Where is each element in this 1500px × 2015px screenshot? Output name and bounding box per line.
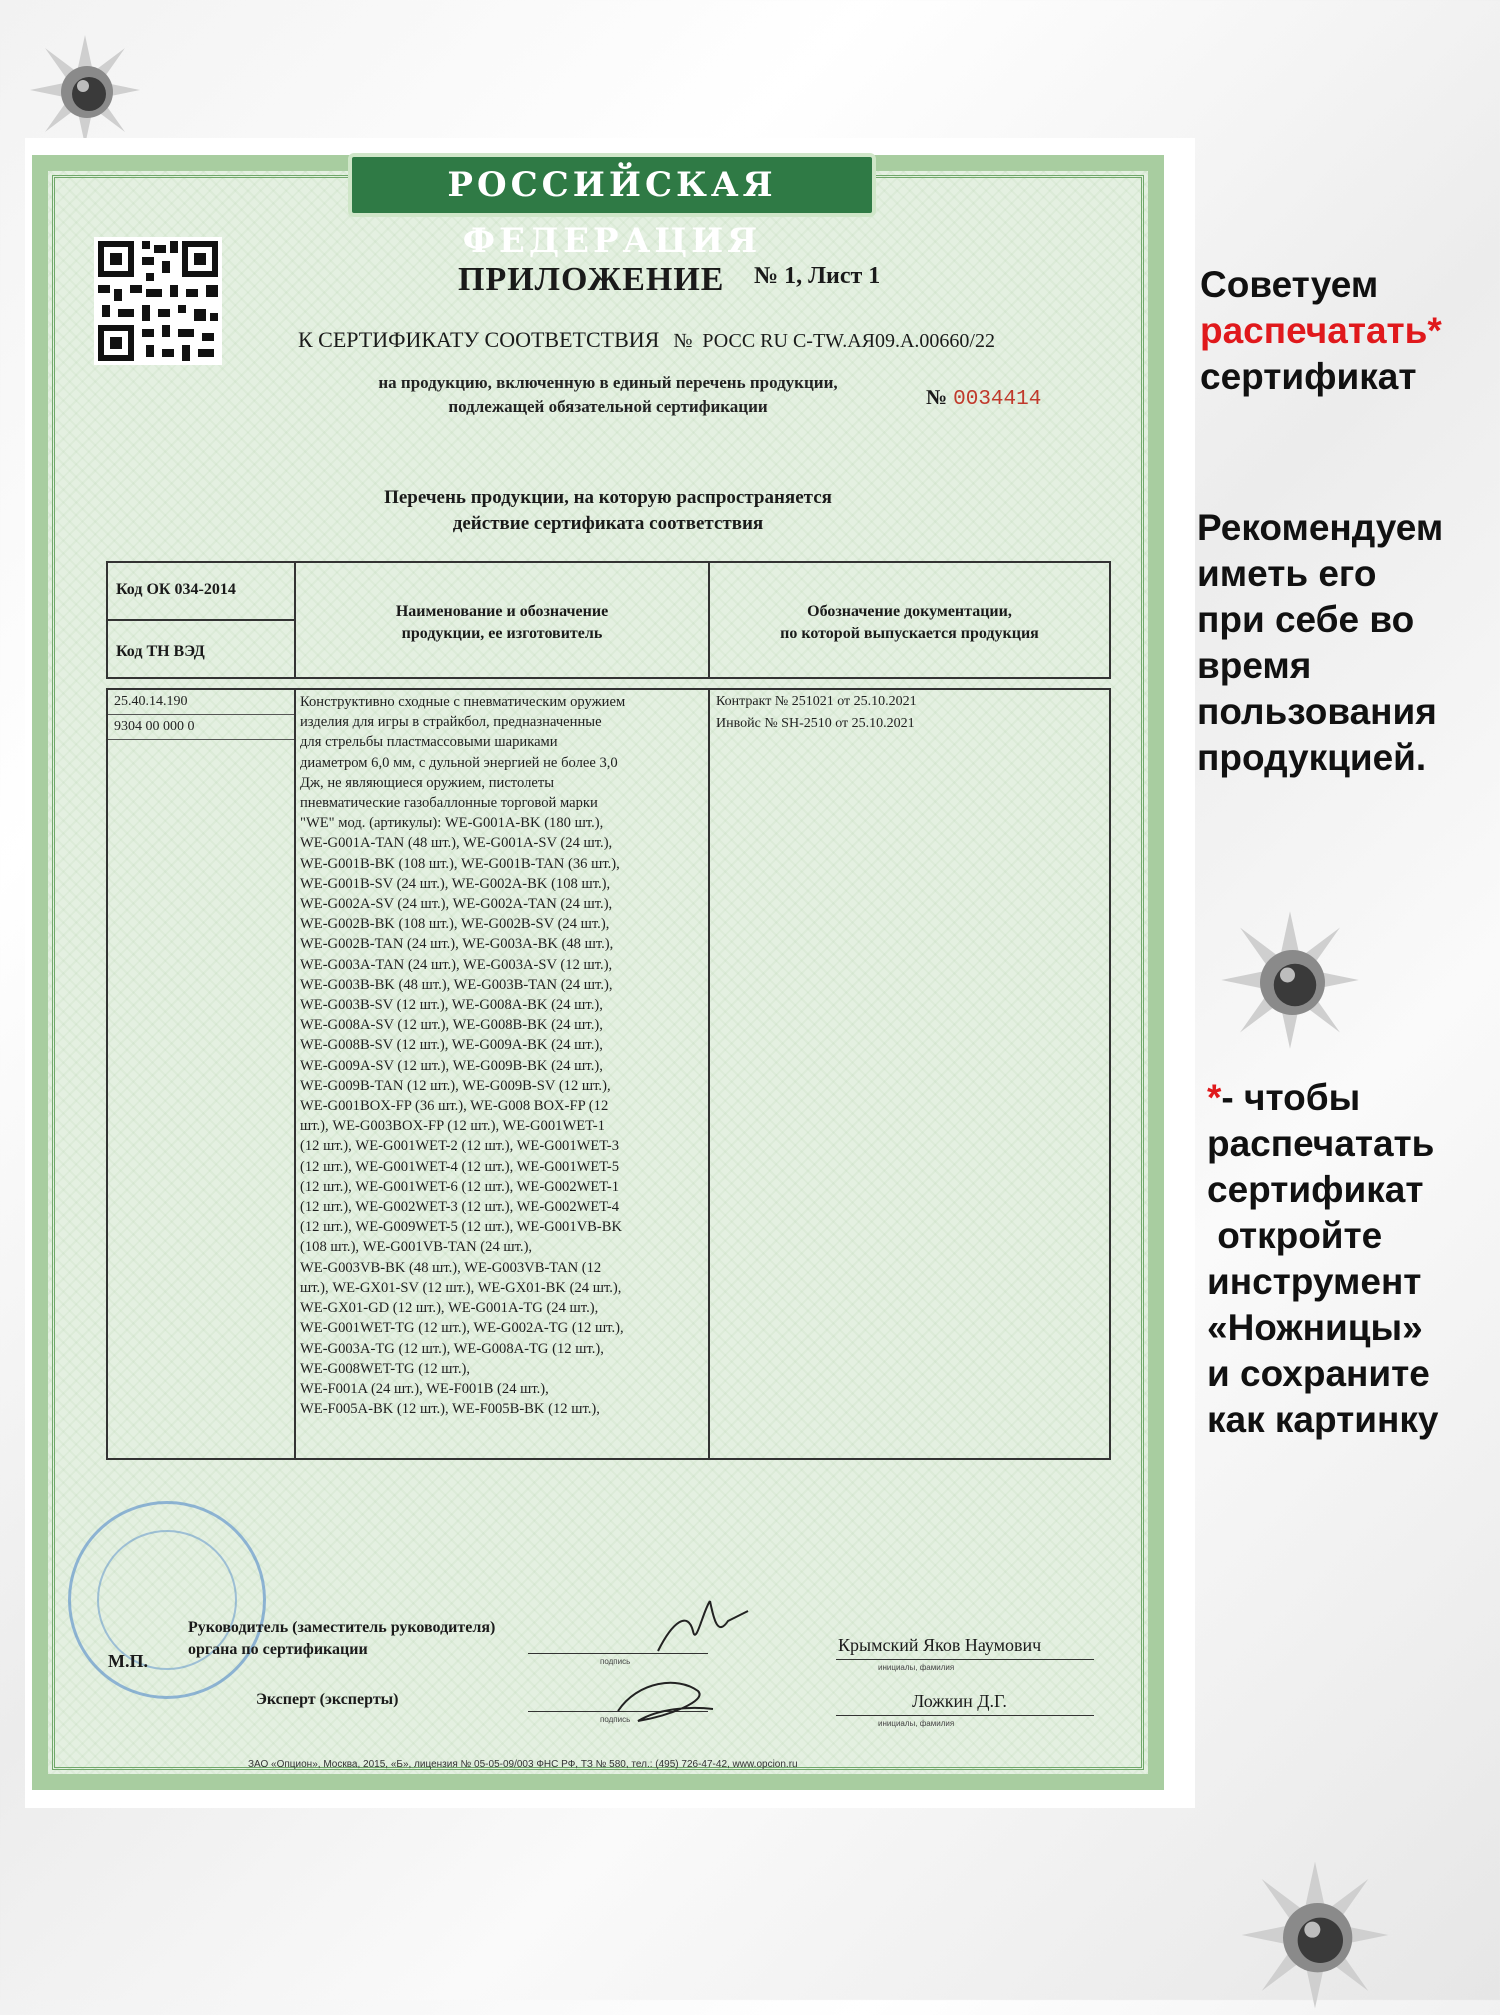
product-line: (108 шт.), WE-G001VB-TAN (24 шт.), bbox=[300, 1239, 533, 1256]
name-line bbox=[836, 1659, 1094, 1660]
product-line: WE-GX01-GD (12 шт.), WE-G001A-TG (24 шт.), bbox=[300, 1300, 599, 1317]
printer-footer: ЗАО «Опцион», Москва, 2015, «Б», лицензия № 05-05-09/003 ФНС РФ, ТЗ № 580, тел.: (495) 726-47-42, www.opcion.ru bbox=[248, 1759, 798, 1770]
seal-stamp-icon bbox=[68, 1501, 266, 1699]
recommend-line: продукцией. bbox=[1197, 737, 1427, 778]
recommend-line: время bbox=[1197, 645, 1312, 686]
note-line: и сохраните bbox=[1207, 1353, 1430, 1394]
certificate-reference bbox=[298, 327, 995, 353]
list-title bbox=[308, 485, 908, 537]
head-signature-icon bbox=[648, 1591, 758, 1661]
header-divider bbox=[108, 619, 294, 621]
product-cell bbox=[296, 690, 710, 1458]
product-description bbox=[296, 690, 708, 1419]
subtitle-line: подлежащей обязательной сертификации bbox=[448, 397, 768, 416]
product-line: WE-G001B-SV (24 шт.), WE-G002A-BK (108 шт.), bbox=[300, 875, 611, 892]
name-caption: инициалы, фамилия bbox=[878, 1663, 955, 1672]
advise-line: Советуем bbox=[1200, 264, 1379, 305]
advise-line-highlight: распечатать* bbox=[1200, 310, 1442, 351]
product-line: (12 шт.), WE-G002WET-3 (12 шт.), WE-G002WET-4 bbox=[300, 1199, 620, 1216]
product-line: шт.), WE-G003BOX-FP (12 шт.), WE-G001WET-1 bbox=[300, 1118, 605, 1135]
head-label-line: Руководитель (заместитель руководителя) bbox=[188, 1619, 496, 1636]
product-line: WE-G008B-SV (12 шт.), WE-G009A-BK (24 шт.), bbox=[300, 1037, 603, 1054]
note-first-line bbox=[1207, 1075, 1438, 1121]
product-line: WE-G009B-TAN (12 шт.), WE-G009B-SV (12 шт.), bbox=[300, 1077, 611, 1094]
doc-contract: Контракт № 251021 от 25.10.2021 bbox=[716, 694, 917, 709]
serial-number bbox=[926, 385, 1041, 411]
product-line: WE-G003B-SV (12 шт.), WE-G008A-BK (24 шт.), bbox=[300, 997, 603, 1014]
product-line: WE-G009A-SV (12 шт.), WE-G009B-BK (24 шт.), bbox=[300, 1057, 603, 1074]
number-sign: № bbox=[673, 330, 693, 352]
doc-cell bbox=[710, 690, 1109, 1458]
header-name-cell bbox=[296, 563, 710, 677]
advise-line: сертификат bbox=[1200, 356, 1417, 397]
certificate-subtitle bbox=[288, 371, 928, 419]
header-doc-line: по которой выпускается продукция bbox=[780, 625, 1039, 642]
header-doc-cell bbox=[710, 563, 1109, 677]
code-cell bbox=[108, 690, 296, 1458]
product-line: "WE" мод. (артикулы): WE-G001A-BK (180 шт.), bbox=[300, 815, 604, 832]
table-header bbox=[106, 561, 1111, 679]
list-title-line: действие сертификата соответствия bbox=[452, 513, 764, 534]
header-name-line: Наименование и обозначение bbox=[395, 603, 609, 620]
header-name bbox=[296, 601, 708, 645]
serial-label: № bbox=[926, 385, 948, 409]
certificate-code: РОСС RU С-TW.АЯ09.А.00660/22 bbox=[702, 330, 995, 352]
product-line: (12 шт.), WE-G009WET-5 (12 шт.), WE-G001VB-BK bbox=[300, 1219, 623, 1236]
recommend-line: иметь его bbox=[1197, 553, 1377, 594]
head-name: Крымский Яков Наумович bbox=[838, 1635, 1042, 1655]
product-line: WE-G002B-TAN (24 шт.), WE-G003A-BK (48 шт.), bbox=[300, 936, 614, 953]
note-star: * bbox=[1207, 1077, 1222, 1118]
expert-name: Ложкин Д.Г. bbox=[912, 1691, 1007, 1711]
note-line: распечатать bbox=[1207, 1123, 1435, 1164]
recommend-line: пользования bbox=[1197, 691, 1437, 732]
note-line: как картинку bbox=[1207, 1399, 1439, 1440]
expert-label: Эксперт (эксперты) bbox=[256, 1691, 399, 1708]
product-line: WE-G002B-BK (108 шт.), WE-G002B-SV (24 шт.), bbox=[300, 916, 610, 933]
recommend-block bbox=[1197, 505, 1443, 781]
qr-code-icon bbox=[94, 237, 222, 365]
product-line: шт.), WE-GX01-SV (12 шт.), WE-GX01-BK (24 шт.), bbox=[300, 1279, 622, 1296]
note-line: «Ножницы» bbox=[1207, 1307, 1423, 1348]
signature-caption: подпись bbox=[600, 1715, 631, 1724]
name-caption: инициалы, фамилия bbox=[878, 1719, 955, 1728]
product-line: WE-G001WET-TG (12 шт.), WE-G002A-TG (12 шт.), bbox=[300, 1320, 624, 1337]
bullet-hole-icon bbox=[25, 30, 145, 150]
code-tn-value: 9304 00 000 0 bbox=[108, 715, 294, 740]
product-line: WE-G003A-TG (12 шт.), WE-G008A-TG (12 шт.), bbox=[300, 1340, 604, 1357]
certificate-banner: РОССИЙСКАЯ ФЕДЕРАЦИЯ bbox=[348, 153, 876, 217]
note-block bbox=[1207, 1075, 1438, 1443]
recommend-line: при себе во bbox=[1197, 599, 1415, 640]
product-line: WE-G008WET-TG (12 шт.), bbox=[300, 1360, 470, 1377]
certificate-document bbox=[32, 155, 1164, 1790]
header-doc bbox=[710, 601, 1109, 645]
head-label-line: органа по сертификации bbox=[188, 1641, 368, 1658]
product-line: (12 шт.), WE-G001WET-6 (12 шт.), WE-G002WET-1 bbox=[300, 1178, 620, 1195]
note-line: откройте bbox=[1207, 1215, 1383, 1256]
head-signature-label bbox=[188, 1617, 495, 1661]
header-code-cell bbox=[108, 563, 296, 677]
product-line: WE-G002A-SV (24 шт.), WE-G002A-TAN (24 шт.), bbox=[300, 896, 613, 913]
stamp-place-label: М.П. bbox=[108, 1651, 148, 1671]
product-line: WE-G001A-TAN (48 шт.), WE-G001A-SV (24 шт.), bbox=[300, 835, 613, 852]
product-line: пневматические газобаллонные торговой марки bbox=[300, 795, 598, 812]
header-name-line: продукции, ее изготовитель bbox=[401, 625, 603, 642]
sheet-number: № 1, Лист 1 bbox=[754, 263, 881, 289]
note-line: инструмент bbox=[1207, 1261, 1422, 1302]
product-line: (12 шт.), WE-G001WET-4 (12 шт.), WE-G001WET-5 bbox=[300, 1158, 620, 1175]
product-line: Конструктивно сходные с пневматическим оружием bbox=[300, 694, 626, 710]
code-ok-value: 25.40.14.190 bbox=[108, 690, 294, 715]
header-code-tn: Код ТН ВЭД bbox=[116, 643, 205, 660]
product-line: (12 шт.), WE-G001WET-2 (12 шт.), WE-G001WET-3 bbox=[300, 1138, 620, 1155]
table-row bbox=[106, 688, 1111, 1460]
subtitle-line: на продукцию, включенную в единый перечень продукции, bbox=[378, 373, 838, 392]
list-title-line: Перечень продукции, на которую распространяется bbox=[384, 487, 832, 508]
product-line: Дж, не являющиеся оружием, пистолеты bbox=[300, 774, 555, 791]
product-line: для стрельбы пластмассовыми шариками bbox=[300, 734, 558, 751]
note-line: сертификат bbox=[1207, 1169, 1424, 1210]
product-line: диаметром 6,0 мм, с дульной энергией не более 3,0 bbox=[300, 754, 618, 771]
product-line: WE-F005A-BK (12 шт.), WE-F005B-BK (12 шт.), bbox=[300, 1401, 600, 1418]
bullet-hole-icon bbox=[1215, 905, 1365, 1055]
header-doc-line: Обозначение документации, bbox=[807, 603, 1012, 620]
doc-invoice: Инвойс № SH-2510 от 25.10.2021 bbox=[716, 716, 915, 731]
product-line: WE-G001BOX-FP (36 шт.), WE-G008 BOX-FP (12 bbox=[300, 1098, 609, 1115]
product-line: WE-G003VB-BK (48 шт.), WE-G003VB-TAN (12 bbox=[300, 1259, 602, 1276]
product-line: WE-G003B-BK (48 шт.), WE-G003B-TAN (24 шт.), bbox=[300, 976, 613, 993]
expert-signature-icon bbox=[608, 1671, 718, 1731]
note-lines bbox=[1207, 1121, 1438, 1443]
note-line: - чтобы bbox=[1221, 1077, 1361, 1118]
recommend-line: Рекомендуем bbox=[1197, 507, 1444, 548]
bullet-hole-icon bbox=[1235, 1855, 1395, 2015]
product-line: WE-G003A-TAN (24 шт.), WE-G003A-SV (12 шт.), bbox=[300, 956, 613, 973]
serial-value: 0034414 bbox=[953, 388, 1042, 411]
document-title: ПРИЛОЖЕНИЕ bbox=[458, 261, 725, 298]
product-line: WE-G001B-BK (108 шт.), WE-G001B-TAN (36 шт.), bbox=[300, 855, 620, 872]
name-line bbox=[836, 1715, 1094, 1716]
product-line: изделия для игры в страйкбол, предназначенные bbox=[300, 714, 602, 731]
header-code-ok: Код ОК 034-2014 bbox=[116, 581, 236, 598]
product-line: WE-G008A-SV (12 шт.), WE-G008B-BK (24 шт.), bbox=[300, 1017, 603, 1034]
to-certificate-label: К СЕРТИФИКАТУ СООТВЕТСТВИЯ bbox=[298, 327, 660, 352]
advise-block bbox=[1200, 262, 1442, 400]
product-line: WE-F001A (24 шт.), WE-F001B (24 шт.), bbox=[300, 1380, 549, 1397]
signature-caption: подпись bbox=[600, 1657, 631, 1666]
